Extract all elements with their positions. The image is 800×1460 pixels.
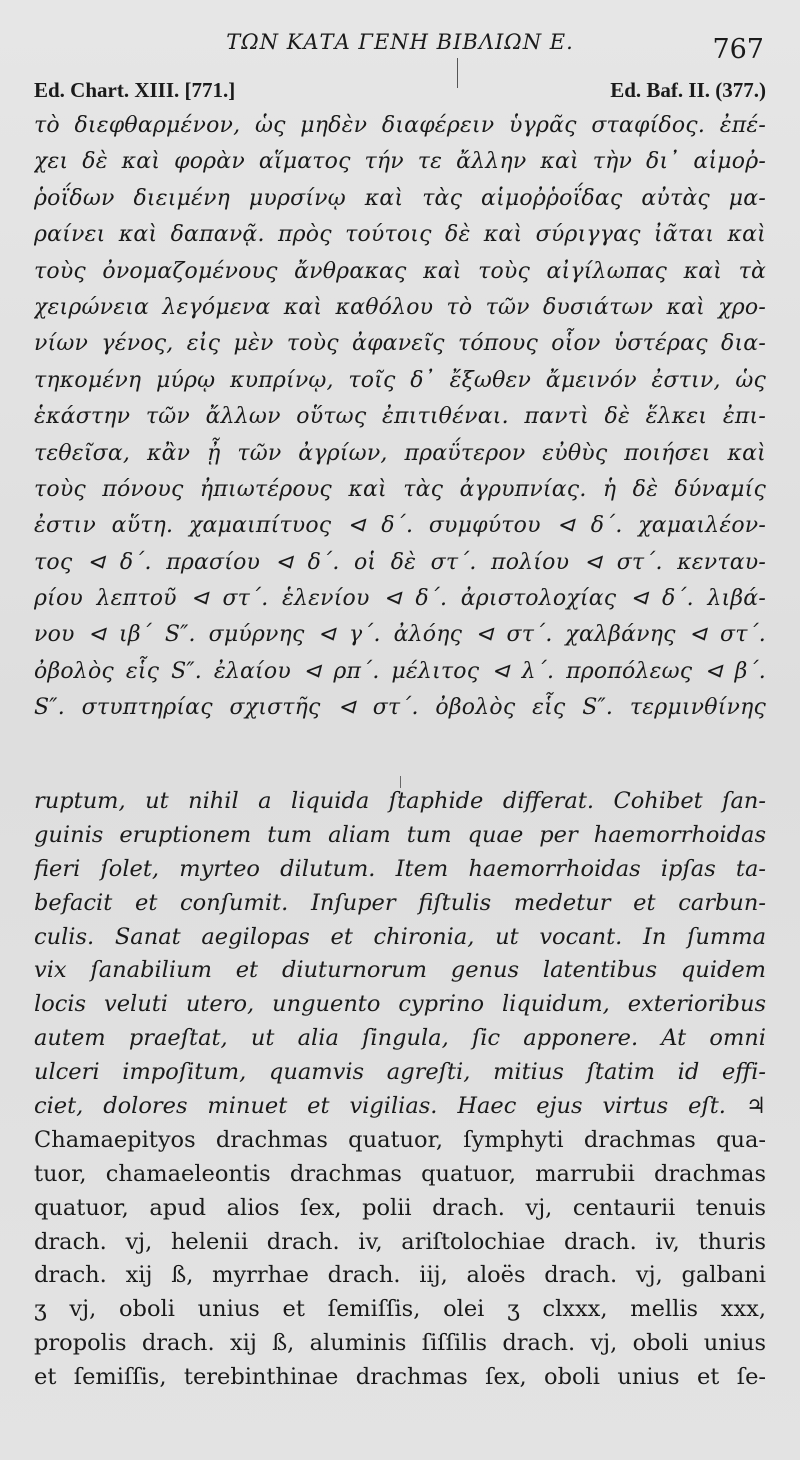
greek-line: τος ⊲ δ΄. πρασίου ⊲ δ΄. οἱ δὲ στ΄. πολίου ⊲ στ΄. κενταυ- [34,549,766,575]
latin-line: vix ſanabilium et diuturnorum genus latentibus quidem [34,957,766,984]
latin-line: autem praeſtat, ut alia ſingula, ſic apponere. At omni [34,1025,766,1052]
latin-line: guinis eruptionem tum aliam tum quae per haemorrhoidas [34,821,766,848]
latin-line: befacit et conſumit. Inſuper fiſtulis medetur et carbun- [34,889,766,916]
latin-line: et ſemiſſis, terebinthinae drachmas ſex, oboli unius et ſe- [34,1364,766,1391]
latin-line: propolis drach. xij ß, aluminis ſiſſilis drach. vj, oboli unius [34,1330,766,1357]
greek-line: τοὺς πόνους ἠπιωτέρους καὶ τὰς ἀγρυπνίας. ἡ δὲ δύναμίς [34,476,766,502]
greek-line: ραίνει καὶ δαπανᾷ. πρὸς τούτοις δὲ καὶ σύριγγας ἰᾶται καὶ [34,222,766,248]
greek-line: ἑκάστην τῶν ἄλλων οὕτως ἐπιτιθέναι. παντὶ δὲ ἕλκει ἐπι- [34,404,766,430]
edition-basel: Ed. Baf. II. (377.) [610,78,766,102]
latin-line: quatuor, apud alios ſex, polii drach. vj, centaurii tenuis [34,1194,766,1221]
greek-line: νου ⊲ ιβ΄ S″. σμύρνης ⊲ γ΄. ἀλόης ⊲ στ΄. χαλβάνης ⊲ στ΄. [34,622,766,648]
page-number: 767 [712,34,764,65]
latin-line: tuor, chamaeleontis drachmas quatuor, marrubii drachmas [34,1160,766,1187]
latin-line: culis. Sanat aegilopas et chironia, ut vocant. In ſumma [34,923,766,950]
greek-line: χει δὲ καὶ φορὰν αἵματος τήν τε ἄλλην καὶ τὴν δι᾽ αἱμοῤ- [34,149,766,175]
latin-text-block [34,785,766,1395]
greek-line: νίων γένος, εἰς μὲν τοὺς ἀφανεῖς τόπους οἷον ὑστέρας δια- [34,331,766,357]
greek-line: τὸ διεφθαρμένον, ὡς μηδὲν διαφέρειν ὑγρᾶς σταφίδος. ἐπέ- [34,113,766,138]
greek-line: ὀβολὸς εἷς S″. ἐλαίου ⊲ ρπ΄. μέλιτος ⊲ λ΄. προπόλεως ⊲ β΄. [34,658,766,684]
greek-line: S″. στυπτηρίας σχιστῆς ⊲ στ΄. ὀβολὸς εἷς S″. τερμινθίνης [34,695,766,721]
latin-line: ruptum, ut nihil a liquida ſtaphide differat. Cohibet ſan- [34,788,766,814]
latin-line: ʒ vj, oboli unius et ſemiſſis, olei ʒ clxxx, mellis xxx, [34,1296,766,1323]
page-header [0,28,800,68]
edition-references [34,78,766,108]
latin-line: fieri ſolet, myrteo dilutum. Item haemorrhoidas ipſas ta- [34,855,766,882]
greek-line: τηκομένη μύρῳ κυπρίνῳ, τοῖς δ᾽ ἔξωθεν ἄμεινόν ἐστιν, ὡς [34,367,766,393]
greek-line: ρίου λεπτοῦ ⊲ στ΄. ἑλενίου ⊲ δ΄. ἀριστολοχίας ⊲ δ΄. λιβά- [34,586,766,612]
running-title: ΤΩΝ ΚΑΤΑ ΓΕΝΗ ΒΙΒΛΙΩΝ Ε. [226,30,574,54]
greek-line: τεθεῖσα, κἂν ᾖ τῶν ἀγρίων, πραΰτερον εὐθὺς ποιήσει καὶ [34,440,766,466]
latin-line: drach. xij ß, myrrhae drach. iij, aloës drach. vj, galbani [34,1262,766,1289]
edition-chartier: Ed. Chart. XIII. [771.] [34,78,236,102]
greek-text-block [34,108,766,727]
latin-line: locis veluti utero, unguento cyprino liquidum, exterioribus [34,991,766,1018]
latin-line: ciet, dolores minuet et vigilias. Haec ejus virtus eſt. ♃ [34,1093,766,1120]
greek-line: χειρώνεια λεγόμενα καὶ καθόλου τὸ τῶν δυσιάτων καὶ χρο- [34,294,766,320]
latin-line: drach. vj, helenii drach. iv, ariſtolochiae drach. iv, thuris [34,1228,766,1255]
latin-line: ulceri impoſitum, quamvis agreſti, mitius ſtatim id effi- [34,1059,766,1086]
greek-line: ἐστιν αὕτη. χαμαιπίτυος ⊲ δ΄. συμφύτου ⊲ δ΄. χαμαιλέον- [34,513,766,539]
greek-line: τοὺς ὀνομαζομένους ἄνθρακας καὶ τοὺς αἰγίλωπας καὶ τὰ [34,258,766,284]
latin-line: Chamaepityos drachmas quatuor, ſymphyti drachmas qua- [34,1126,766,1153]
greek-line: ῥοΐδων διειμένη μυρσίνῳ καὶ τὰς αἱμοῤῥοΐδας αὐτὰς μα- [34,185,766,211]
